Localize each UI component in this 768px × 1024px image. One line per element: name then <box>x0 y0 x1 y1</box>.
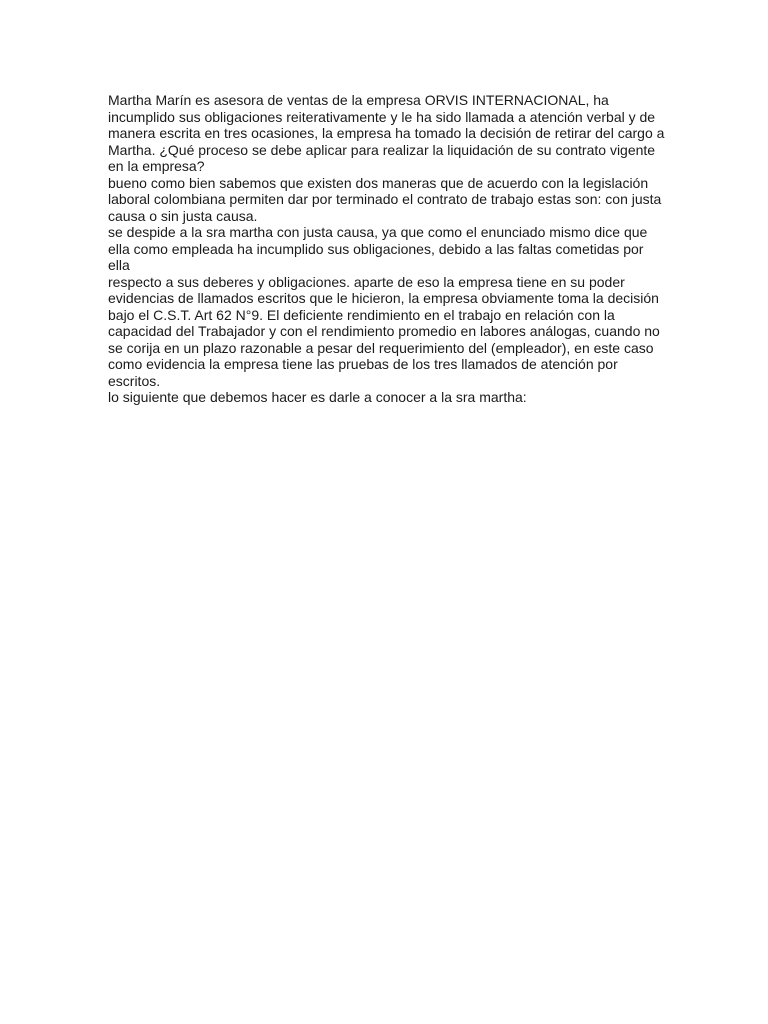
answer-paragraph-intro: bueno como bien sabemos que existen dos maneras que de acuerdo con la legislación laboral colombiana permiten dar por terminado el contrato de trabajo estas son: con justa causa o sin justa causa. <box>108 174 662 224</box>
answer-paragraph-next-step: lo siguiente que debemos hacer es darle a conocer a la sra martha: <box>108 389 527 405</box>
answer-paragraph-justification: se despide a la sra martha con justa causa, ya que como el enunciado mismo dice que ella como empleada ha incumplido sus obligaciones, debido a las faltas cometidas por ella respecto a sus deberes y obligaciones. aparte de eso la empresa tiene en su poder evidencias de llamados escritos que le hicieron, la empresa obviamente toma la decisión bajo el C.S.T. Art 62 N°9. El deficiente rendimiento en el trabajo en relación con la capacidad del Trabajador y con el rendimiento promedio en labores análogas, cuando no se corija en un plazo razonable a pesar del requerimiento del (empleador), en este caso como evidencia la empresa tiene las pruebas de los tres llamados de atención por escritos. <box>108 224 660 389</box>
question-paragraph: Martha Marín es asesora de ventas de la empresa ORVIS INTERNACIONAL, ha incumplido sus obligaciones reiterativamente y le ha sido llamada a atención verbal y de manera escrita en tres ocasiones, la empresa ha tomado la decisión de retirar del cargo a Martha. ¿Qué proceso se debe aplicar para realizar la liquidación de su contrato vigente en la empresa? <box>108 92 665 174</box>
document-body <box>108 92 668 406</box>
